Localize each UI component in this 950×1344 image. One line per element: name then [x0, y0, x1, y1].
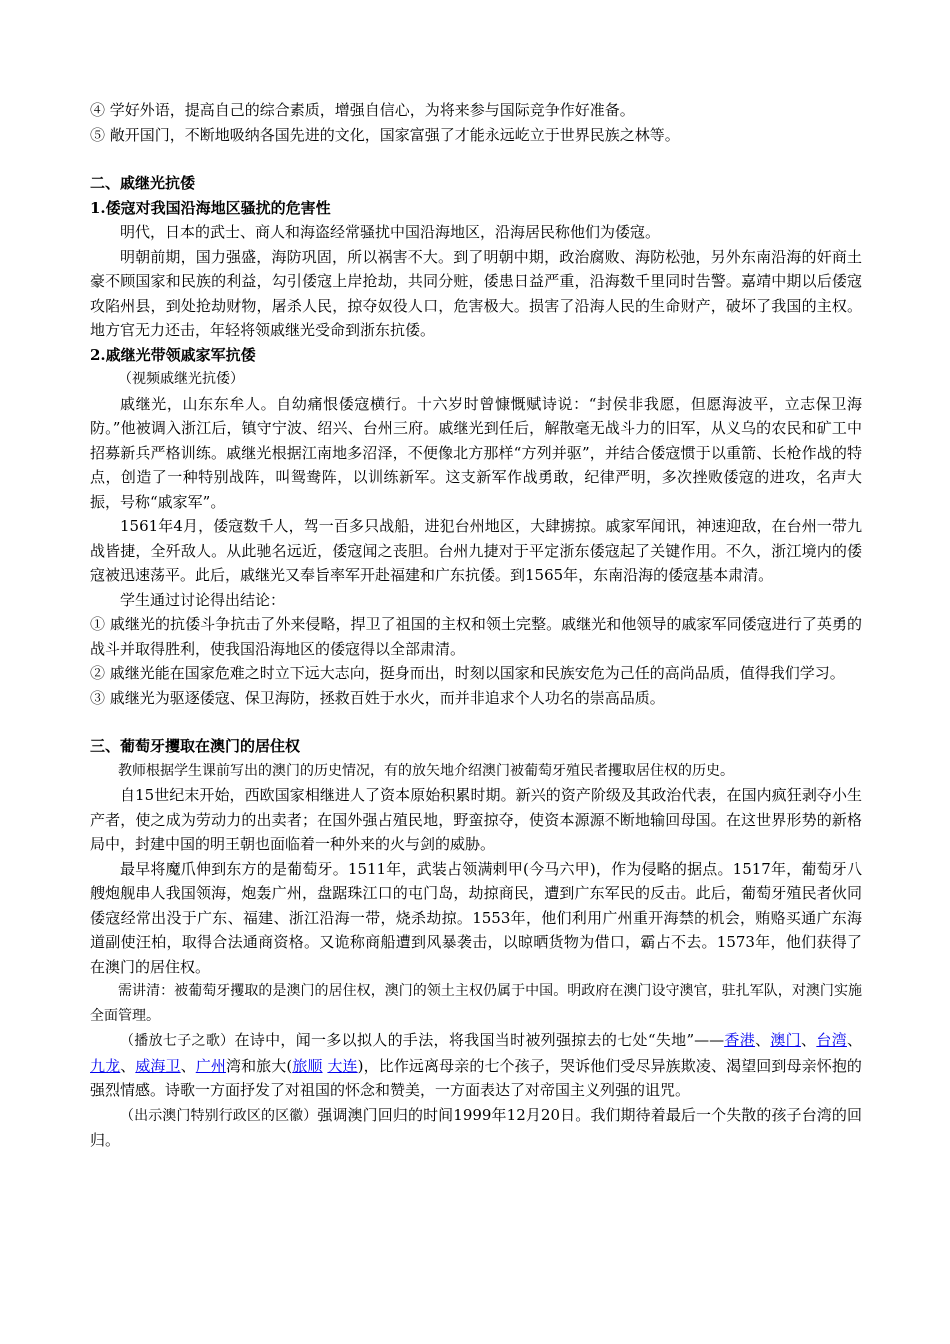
- separator: 、: [801, 1031, 817, 1049]
- link-hongkong[interactable]: 香港: [724, 1031, 756, 1049]
- link-dalian[interactable]: 大连: [327, 1056, 358, 1075]
- poem-cue: （播放七子之歌）: [120, 1033, 235, 1049]
- subsection-heading: 2.戚继光带领戚家军抗倭: [90, 345, 256, 364]
- emblem-paragraph: [90, 1103, 862, 1153]
- poem-text-post: )，比作远离母亲的七个孩子，哭诉他们受尽异族欺凌、渴望回到母亲怀抱的强烈情感。诗歌一方面抒发了对祖国的怀念和赞美，一方面表达了对帝国主义列强的诅咒。: [90, 1056, 862, 1099]
- poem-text-mid: 湾和旅大(: [225, 1056, 293, 1075]
- section-heading: 二、戚继光抗倭: [90, 174, 196, 192]
- link-lushun[interactable]: 旅顺: [292, 1056, 323, 1075]
- subsection-heading: 1.倭寇对我国沿海地区骚扰的危害性: [90, 198, 331, 217]
- paragraph: 自15世纪末开始，西欧国家相继进人了资本原始积累时期。新兴的资产阶级及其政治代表，在国内疯狂剥夺小生产者，使之成为劳动力的出卖者；在国外强占殖民地，野蛮掠夺，使资本源源不断地输回母国。在这世界形势的新格局中，封建中国的明王朝也面临着一种外来的火与剑的威胁。: [90, 786, 862, 853]
- conclusion-item: ③ 戚继光为驱逐倭寇、保卫海防，拯救百姓于水火，而并非追求个人功名的崇高品质。: [90, 688, 665, 707]
- emblem-cue: （出示澳门特别行政区的区徽）: [120, 1107, 318, 1124]
- paragraph: 明代，日本的武士、商人和海盗经常骚扰中国沿海地区，沿海居民称他们为倭寇。: [120, 223, 661, 241]
- separator: 、: [120, 1056, 136, 1075]
- teacher-note: 教师根据学生课前写出的澳门的历史情况，有的放矢地介绍澳门被葡萄牙殖民者攫取居住权的历史。: [118, 762, 734, 779]
- video-note: （视频戚继光抗倭）: [118, 371, 244, 387]
- separator: 、: [755, 1031, 771, 1049]
- list-item: ⑤ 敞开国门，不断地吸纳各国先进的文化，国家富强了才能永远屹立于世界民族之林等。: [90, 125, 680, 144]
- list-item: ④ 学好外语，提高自己的综合素质，增强自信心，为将来参与国际竞争作好准备。: [90, 101, 635, 119]
- emblem-text: 强调澳门回归的时间1999年12月20日。我们期待着最后一个失散的孩子台湾的回归。: [90, 1105, 863, 1149]
- conclusion-item: ① 戚继光的抗倭斗争抗击了外来侵略，捍卫了祖国的主权和领土完整。戚继光和他领导的戚家军同倭寇进行了英勇的战斗并取得胜利，使我国沿海地区的倭寇得以全部肃清。: [90, 615, 862, 658]
- paragraph: 学生通过讨论得出结论：: [120, 590, 286, 609]
- separator: 、: [846, 1031, 862, 1049]
- paragraph: 1561年4月，倭寇数千人，驾一百多只战船，进犯台州地区，大肆掳掠。戚家军闻讯，神速迎敌，在台州一带九战皆捷，全歼敌人。从此驰名远近，倭寇闻之丧胆。台州九捷对于平定浙东倭寇起了关键作用。不久，浙江境内的倭寇被迅速荡平。此后，戚继光又奉旨率军开赴福建和广东抗倭。到1565年，东南沿海的倭寇基本肃清。: [90, 517, 862, 584]
- link-macau[interactable]: 澳门: [770, 1031, 801, 1049]
- paragraph: 戚继光，山东东牟人。自幼痛恨倭寇横行。十六岁时曾慷慨赋诗说：“封侯非我愿，但愿海波平，立志保卫海防。”他被调入浙江后，镇守宁波、绍兴、台州三府。戚继光到任后，解散毫无战斗力的旧军，从义乌的农民和矿工中招募新兵严格训练。戚继光根据江南地多沼泽，不便像北方那样“方列并驱”，并结合倭寇惯于以重箭、长枪作战的特点，创造了一种特别战阵，叫鸳鸯阵，以训练新军。这支新军作战勇敢，纪律严明，多次挫败倭寇的进攻，名声大振，号称“戚家军”。: [90, 394, 862, 511]
- link-guangzhou[interactable]: 广州: [195, 1056, 226, 1075]
- lecture-note: 需讲清：被葡萄牙攫取的是澳门的居住权，澳门的领土主权仍属于中国。明政府在澳门设守澳官，驻扎军队，对澳门实施全面管理。: [90, 983, 862, 1024]
- link-kowloon[interactable]: 九龙: [90, 1056, 121, 1075]
- paragraph: 最早将魔爪伸到东方的是葡萄牙。1511年，武装占领满剌甲(今马六甲)，作为侵略的据点。1517年，葡萄牙八艘炮舰串人我国领海，炮轰广州，盘踞珠江口的屯门岛，劫掠商民，遭到广东军民的反击。此后，葡萄牙殖民者伙同倭寇经常出没于广东、福建、浙江沿海一带，烧杀劫掠。1553年，他们利用广州重开海禁的机会，贿赂买通广东海道副使汪柏，取得合法通商资格。又诡称商船遭到风暴袭击，以晾晒货物为借口，霸占不去。1573年，他们获得了在澳门的居住权。: [90, 859, 862, 976]
- poem-text-pre: 在诗中，闻一多以拟人的手法，将我国当时被列强掠去的七处“失地”——: [234, 1031, 725, 1049]
- link-weihaiwei[interactable]: 威海卫: [135, 1056, 181, 1075]
- paragraph: 明朝前期，国力强盛，海防巩固，所以祸害不大。到了明朝中期，政治腐败、海防松弛，另外东南沿海的奸商土豪不顾国家和民族的利益，勾引倭寇上岸抢劫，共同分赃，倭患日益严重，沿海数千里同时告警。嘉靖中期以后倭寇攻陷州县，到处抢劫财物，屠杀人民，掠夺奴役人口，危害极大。损害了沿海人民的生命财产，破坏了我国的主权。地方官无力还击，年轻将领戚继光受命到浙东抗倭。: [90, 247, 862, 339]
- separator: 、: [180, 1056, 196, 1075]
- poem-paragraph: [90, 1028, 862, 1103]
- link-taiwan[interactable]: 台湾: [816, 1031, 847, 1049]
- section-heading: 三、葡萄牙攫取在澳门的居住权: [90, 737, 301, 755]
- conclusion-item: ② 戚继光能在国家危难之时立下远大志向，挺身而出，时刻以国家和民族安危为己任的高尚品质，值得我们学习。: [90, 664, 845, 682]
- document-page: [90, 98, 862, 1153]
